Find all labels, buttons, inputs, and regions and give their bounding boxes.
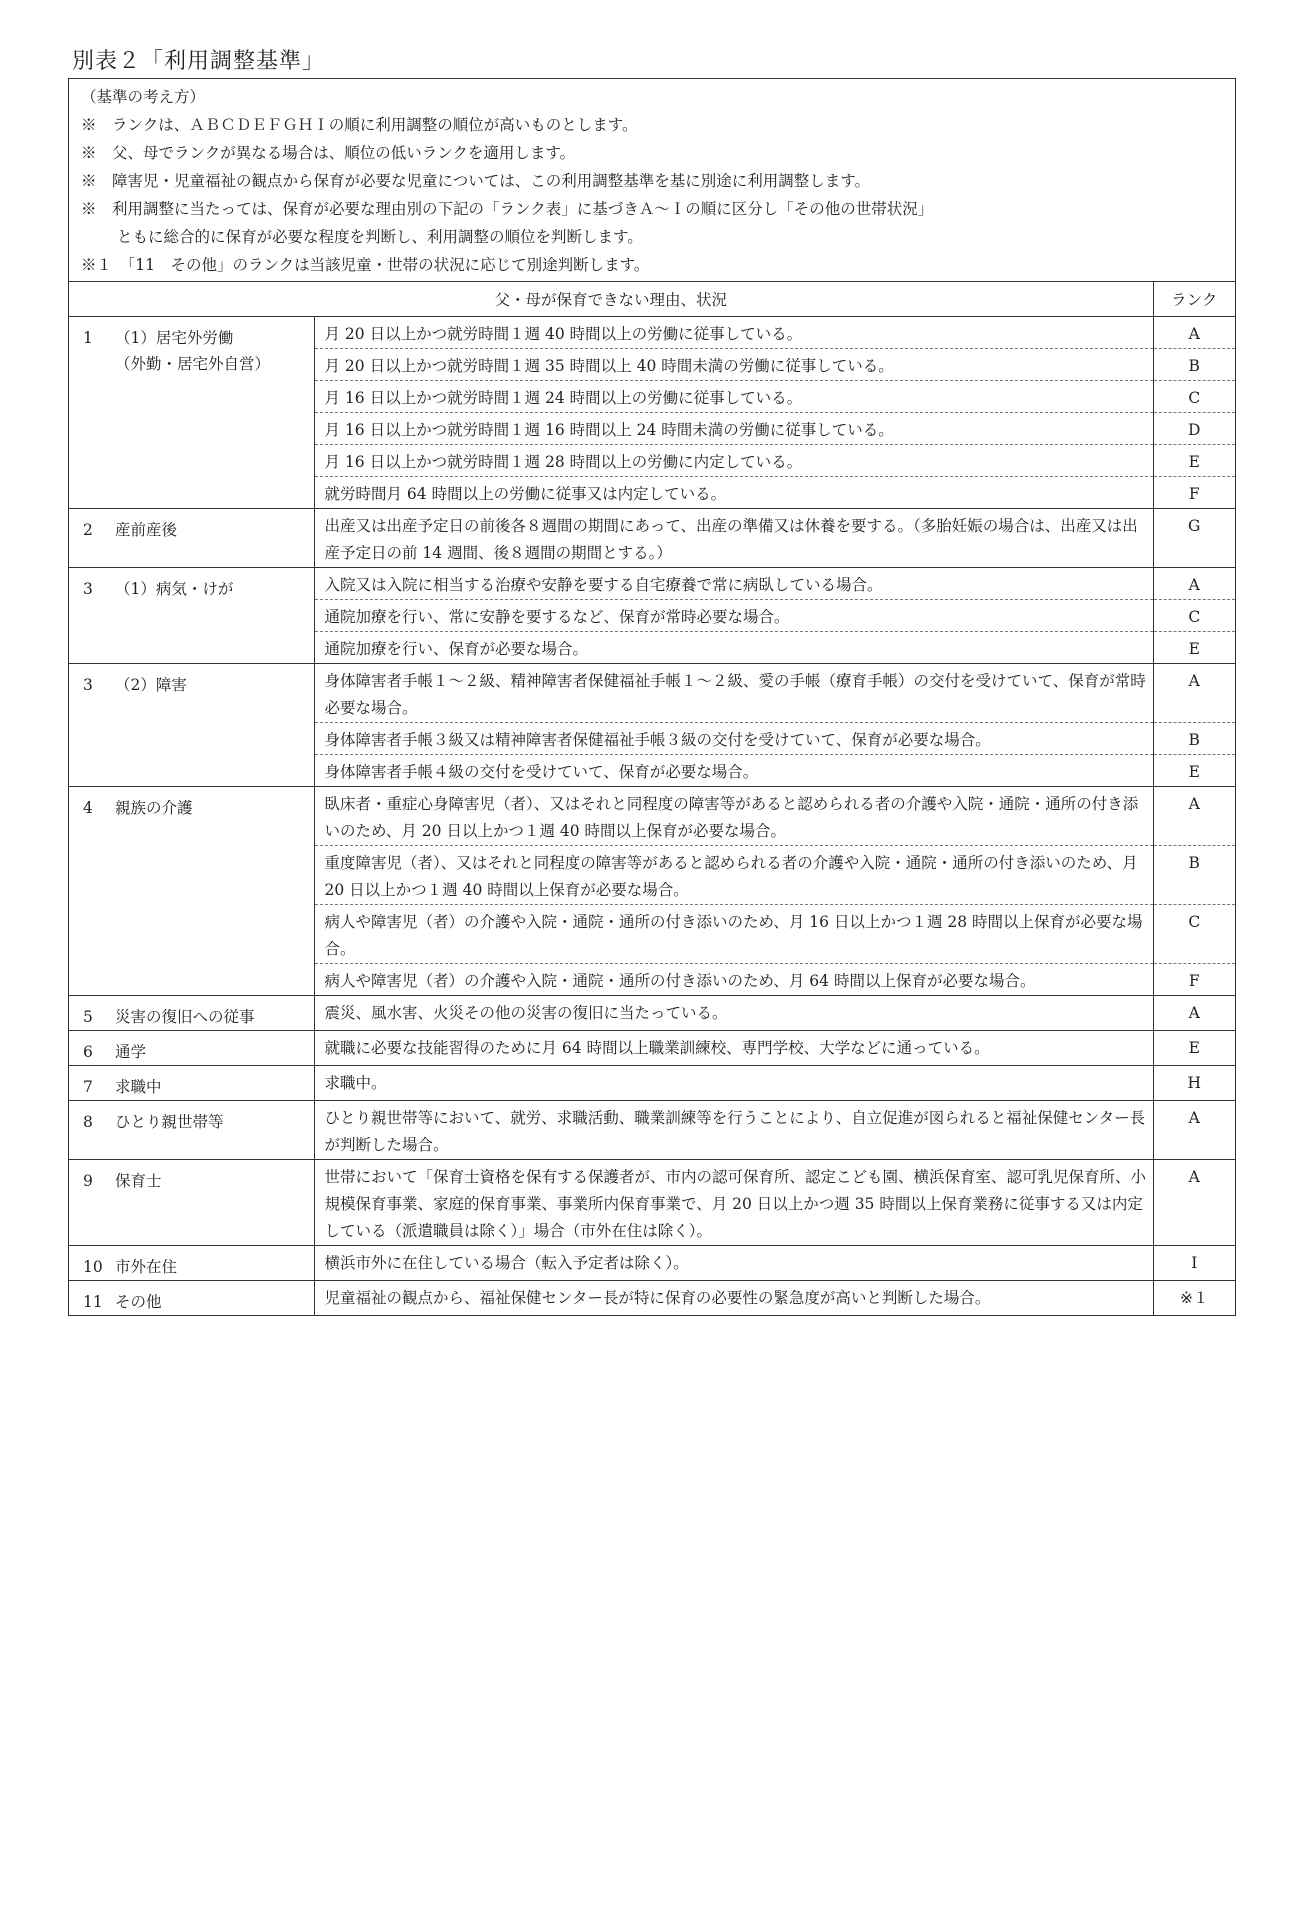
table-row	[69, 1160, 1235, 1246]
rank-cell: B	[1153, 349, 1235, 381]
table-row	[69, 664, 1235, 723]
category-number: 3	[83, 580, 93, 598]
reason-cell: 月 16 日以上かつ就労時間１週 16 時間以上 24 時間未満の労働に従事している。	[314, 413, 1153, 445]
category-cell	[69, 1066, 314, 1101]
reason-cell: 病人や障害児（者）の介護や入院・通院・通所の付き添いのため、月 64 時間以上保育が必要な場合。	[314, 964, 1153, 996]
category-label: （1）病気・けが	[115, 580, 234, 598]
rank-cell: E	[1153, 632, 1235, 664]
category-number: 11	[83, 1293, 103, 1311]
document-title: 別表２「利用調整基準」	[72, 49, 326, 74]
table-row	[69, 996, 1235, 1031]
criteria-frame	[68, 78, 1236, 1316]
reason-cell: 就労時間月 64 時間以上の労働に従事又は内定している。	[314, 477, 1153, 509]
category-label: ひとり親世帯等	[115, 1113, 224, 1131]
note-line: ※ 障害児・児童福祉の観点から保育が必要な児童については、この利用調整基準を基に別途に利用調整します。	[81, 172, 870, 190]
note-line: ※ 利用調整に当たっては、保育が必要な理由別の下記の「ランク表」に基づきＡ～Ｉの順に区分し「その他の世帯状況」	[81, 200, 934, 218]
reason-cell: 月 16 日以上かつ就労時間１週 28 時間以上の労働に内定している。	[314, 445, 1153, 477]
category-cell	[69, 1281, 314, 1316]
reason-cell: 求職中。	[314, 1066, 1153, 1101]
category-label: （1）居宅外労働	[115, 329, 234, 347]
note-line-continued: ともに総合的に保育が必要な程度を判断し、利用調整の順位を判断します。	[117, 228, 643, 246]
category-number: 10	[83, 1258, 103, 1276]
category-label: 通学	[115, 1043, 147, 1061]
category-number: 8	[83, 1113, 93, 1131]
header-reason: 父・母が保育できない理由、状況	[69, 282, 1153, 317]
category-number: 2	[83, 521, 93, 539]
category-number: 9	[83, 1172, 93, 1190]
table-row	[69, 317, 1235, 349]
category-label: 求職中	[115, 1078, 162, 1096]
table-row	[69, 1246, 1235, 1281]
note-heading: （基準の考え方）	[81, 88, 206, 106]
reason-cell: 児童福祉の観点から、福祉保健センター長が特に保育の必要性の緊急度が高いと判断した場合。	[314, 1281, 1153, 1316]
note-line: ※ ランクは、ＡＢＣＤＥＦＧＨＩの順に利用調整の順位が高いものとします。	[81, 116, 638, 134]
reason-cell: 出産又は出産予定日の前後各８週間の期間にあって、出産の準備又は休養を要する。（多胎妊娠の場合は、出産又は出産予定日の前 14 週間、後８週間の期間とする。）	[314, 509, 1153, 568]
rank-cell: C	[1153, 381, 1235, 413]
category-label: 親族の介護	[115, 799, 193, 817]
rank-cell: B	[1153, 846, 1235, 905]
rank-cell: E	[1153, 755, 1235, 787]
reason-cell: 身体障害者手帳１～２級、精神障害者保健福祉手帳１～２級、愛の手帳（療育手帳）の交付を受けていて、保育が常時必要な場合。	[314, 664, 1153, 723]
reason-cell: 身体障害者手帳４級の交付を受けていて、保育が必要な場合。	[314, 755, 1153, 787]
category-number: 7	[83, 1078, 93, 1096]
table-row	[69, 1281, 1235, 1316]
rank-cell: F	[1153, 477, 1235, 509]
rank-cell: D	[1153, 413, 1235, 445]
category-cell	[69, 787, 314, 996]
reason-cell: 臥床者・重症心身障害児（者）、又はそれと同程度の障害等があると認められる者の介護や入院・通院・通所の付き添いのため、月 20 日以上かつ１週 40 時間以上保育が必要な場合。	[314, 787, 1153, 846]
rank-table	[69, 282, 1235, 1315]
reason-cell: 通院加療を行い、常に安静を要するなど、保育が常時必要な場合。	[314, 600, 1153, 632]
reason-cell: 横浜市外に在住している場合（転入予定者は除く）。	[314, 1246, 1153, 1281]
reason-cell: 月 16 日以上かつ就労時間１週 24 時間以上の労働に従事している。	[314, 381, 1153, 413]
rank-cell: A	[1153, 996, 1235, 1031]
rank-cell: A	[1153, 568, 1235, 600]
category-cell	[69, 1246, 314, 1281]
rank-cell: I	[1153, 1246, 1235, 1281]
reason-cell: ひとり親世帯等において、就労、求職活動、職業訓練等を行うことにより、自立促進が図られると福祉保健センター長が判断した場合。	[314, 1101, 1153, 1160]
category-cell	[69, 509, 314, 568]
category-number: 1	[83, 329, 93, 347]
rank-cell: A	[1153, 1160, 1235, 1246]
category-label: 災害の復旧への従事	[115, 1008, 255, 1026]
reason-cell: 世帯において「保育士資格を保有する保護者が、市内の認可保育所、認定こども園、横浜保育室、認可乳児保育所、小規模保育事業、家庭的保育事業、事業所内保育事業で、月 20 日以上かつ週 35 時間以上保育業務に従事する又は内定している（派遣職員は除く）」場合（市外在住は除く）。	[314, 1160, 1153, 1246]
reason-cell: 月 20 日以上かつ就労時間１週 40 時間以上の労働に従事している。	[314, 317, 1153, 349]
table-body	[69, 317, 1235, 1316]
category-number: 6	[83, 1043, 93, 1061]
rank-cell: B	[1153, 723, 1235, 755]
category-label: （2）障害	[115, 676, 187, 694]
reason-cell: 身体障害者手帳３級又は精神障害者保健福祉手帳３級の交付を受けていて、保育が必要な場合。	[314, 723, 1153, 755]
category-label: 保育士	[115, 1172, 162, 1190]
reason-cell: 病人や障害児（者）の介護や入院・通院・通所の付き添いのため、月 16 日以上かつ１週 28 時間以上保育が必要な場合。	[314, 905, 1153, 964]
table-row	[69, 1031, 1235, 1066]
reason-cell: 重度障害児（者）、又はそれと同程度の障害等があると認められる者の介護や入院・通院・通所の付き添いのため、月 20 日以上かつ１週 40 時間以上保育が必要な場合。	[314, 846, 1153, 905]
category-number: 4	[83, 799, 93, 817]
reason-cell: 就職に必要な技能習得のために月 64 時間以上職業訓練校、専門学校、大学などに通っている。	[314, 1031, 1153, 1066]
rank-cell: A	[1153, 787, 1235, 846]
rank-cell: F	[1153, 964, 1235, 996]
table-row	[69, 787, 1235, 846]
category-label: 市外在住	[115, 1258, 178, 1276]
notes-section	[69, 79, 1235, 282]
table-row	[69, 568, 1235, 600]
note-line: ※ 父、母でランクが異なる場合は、順位の低いランクを適用します。	[81, 144, 576, 162]
category-cell	[69, 996, 314, 1031]
rank-cell: H	[1153, 1066, 1235, 1101]
reason-cell: 月 20 日以上かつ就労時間１週 35 時間以上 40 時間未満の労働に従事している。	[314, 349, 1153, 381]
rank-cell: C	[1153, 905, 1235, 964]
reason-cell: 震災、風水害、火災その他の災害の復旧に当たっている。	[314, 996, 1153, 1031]
category-cell	[69, 317, 314, 509]
note-footnote: ※１ 「11 その他」のランクは当該児童・世帯の状況に応じて別途判断します。	[81, 256, 650, 274]
header-rank: ランク	[1153, 282, 1235, 317]
reason-cell: 入院又は入院に相当する治療や安静を要する自宅療養で常に病臥している場合。	[314, 568, 1153, 600]
category-number: 5	[83, 1008, 93, 1026]
reason-cell: 通院加療を行い、保育が必要な場合。	[314, 632, 1153, 664]
category-sublabel: （外勤・居宅外自営）	[115, 355, 271, 373]
category-cell	[69, 568, 314, 664]
category-cell	[69, 664, 314, 787]
category-number: 3	[83, 676, 93, 694]
rank-cell: E	[1153, 1031, 1235, 1066]
table-row	[69, 1101, 1235, 1160]
rank-cell: A	[1153, 1101, 1235, 1160]
category-label: 産前産後	[115, 521, 178, 539]
table-row	[69, 1066, 1235, 1101]
rank-cell: A	[1188, 325, 1200, 343]
rank-cell: G	[1153, 509, 1235, 568]
rank-cell: ※１	[1153, 1281, 1235, 1316]
rank-cell: C	[1153, 600, 1235, 632]
category-cell	[69, 1031, 314, 1066]
category-label: その他	[115, 1293, 162, 1311]
category-cell	[69, 1101, 314, 1160]
rank-cell: A	[1153, 664, 1235, 723]
category-cell	[69, 1160, 314, 1246]
table-header-row	[69, 282, 1235, 317]
table-row	[69, 509, 1235, 568]
rank-cell: E	[1153, 445, 1235, 477]
